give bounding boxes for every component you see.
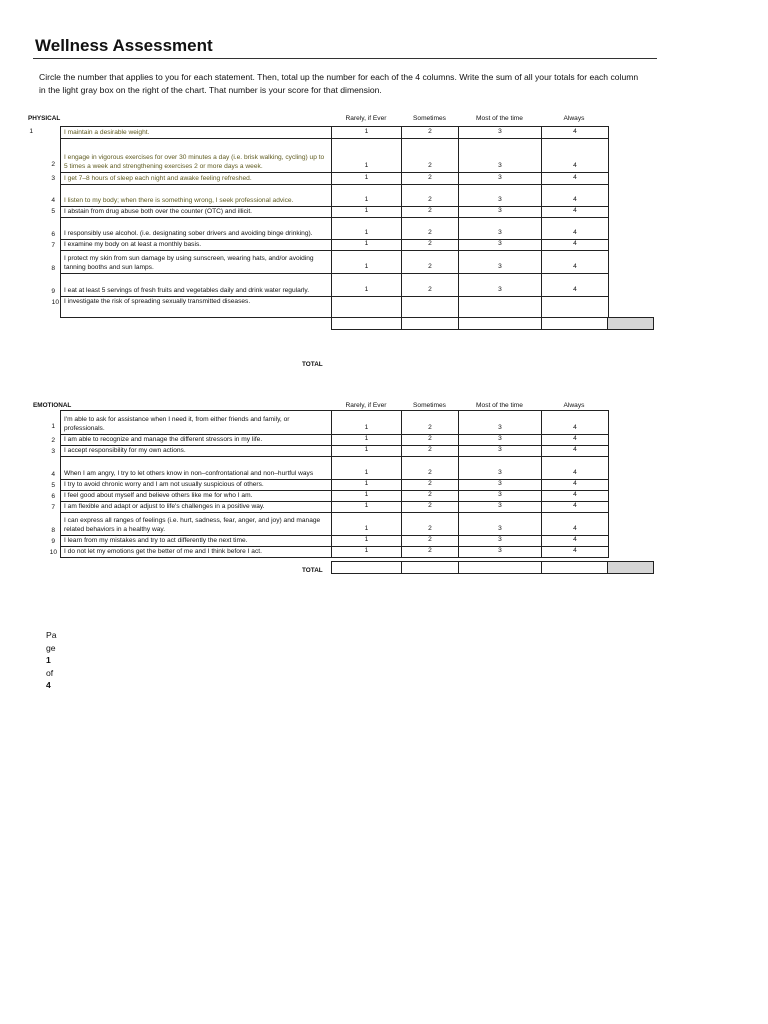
statement-cell: When I am angry, I try to let others know in non–confrontational and non–hurtful ways xyxy=(61,457,332,480)
statement-cell: I examine my body on at least a monthly basis. xyxy=(61,240,332,251)
table-row xyxy=(61,185,609,207)
score-option-most[interactable]: 3 xyxy=(459,127,542,139)
physical-row-number: 8 xyxy=(51,265,55,272)
emotional-col-header-most: Most of the time xyxy=(476,402,523,409)
score-option-always[interactable]: 4 xyxy=(542,446,609,457)
table-row xyxy=(61,502,609,513)
score-option-sometimes[interactable]: 2 xyxy=(402,185,459,207)
statement-cell: I do not let my emotions get the better of me and I think before I act. xyxy=(61,547,332,558)
physical-score-box[interactable] xyxy=(608,318,654,330)
page-number xyxy=(46,629,62,692)
score-option-always[interactable]: 4 xyxy=(542,536,609,547)
score-option-always[interactable]: 4 xyxy=(542,411,609,435)
score-option-sometimes[interactable]: 2 xyxy=(402,502,459,513)
table-row xyxy=(61,480,609,491)
statement-cell: I am able to recognize and manage the different stressors in my life. xyxy=(61,435,332,446)
score-option-most[interactable]: 3 xyxy=(459,274,542,297)
score-option-rarely[interactable]: 1 xyxy=(332,435,402,446)
page-label-part-2: ge xyxy=(46,642,56,653)
physical-row-number: 3 xyxy=(51,175,55,182)
score-option-sometimes[interactable]: 2 xyxy=(402,513,459,536)
page-of-label: of xyxy=(46,667,54,678)
score-option-rarely[interactable] xyxy=(332,297,402,318)
score-option-most[interactable]: 3 xyxy=(459,513,542,536)
score-option-most[interactable]: 3 xyxy=(459,536,542,547)
total-most-field[interactable] xyxy=(459,562,542,574)
emotional-row-number: 5 xyxy=(51,482,55,489)
table-row xyxy=(61,139,609,173)
statement-cell: I am flexible and adapt or adjust to life's challenges in a positive way. xyxy=(61,502,332,513)
emotional-row-number: 6 xyxy=(51,493,55,500)
score-option-always[interactable]: 4 xyxy=(542,491,609,502)
statement-cell: I protect my skin from sun damage by using sunscreen, wearing hats, and/or avoiding tanning booths and sun lamps. xyxy=(61,251,332,274)
table-row xyxy=(61,297,609,318)
statement-cell: I'm able to ask for assistance when I need it, from either friends and family, or professionals. xyxy=(61,411,332,435)
score-option-most[interactable]: 3 xyxy=(459,207,542,218)
score-option-sometimes[interactable]: 2 xyxy=(402,127,459,139)
score-option-sometimes[interactable]: 2 xyxy=(402,435,459,446)
page-label-part-1: Pa xyxy=(46,630,57,640)
score-option-always[interactable]: 4 xyxy=(542,173,609,185)
physical-col-header-always: Always xyxy=(563,115,585,122)
score-option-always[interactable]: 4 xyxy=(542,218,609,240)
table-row xyxy=(61,251,609,274)
score-option-always[interactable]: 4 xyxy=(542,513,609,536)
score-option-sometimes[interactable]: 2 xyxy=(402,547,459,558)
table-row xyxy=(61,274,609,297)
emotional-total-label: TOTAL xyxy=(302,567,323,574)
physical-section-label: PHYSICAL xyxy=(28,115,61,122)
statement-cell: I accept responsibility for my own actions. xyxy=(61,446,332,457)
table-row xyxy=(61,240,609,251)
score-option-sometimes[interactable]: 2 xyxy=(402,411,459,435)
score-option-sometimes[interactable]: 2 xyxy=(402,480,459,491)
table-row xyxy=(61,207,609,218)
physical-row-number: 5 xyxy=(51,208,55,215)
statement-cell: I abstain from drug abuse both over the counter (OTC) and illicit. xyxy=(61,207,332,218)
score-option-sometimes[interactable]: 2 xyxy=(402,491,459,502)
score-option-sometimes[interactable]: 2 xyxy=(402,251,459,274)
score-option-most[interactable]: 3 xyxy=(459,185,542,207)
current-page-number: 1 xyxy=(46,655,51,666)
statement-cell: I get 7–8 hours of sleep each night and awake feeling refreshed. xyxy=(61,173,332,185)
score-option-rarely[interactable]: 1 xyxy=(332,457,402,480)
emotional-score-box[interactable] xyxy=(608,562,654,574)
score-option-sometimes[interactable]: 2 xyxy=(402,536,459,547)
score-option-most[interactable]: 3 xyxy=(459,139,542,173)
physical-row-number: 2 xyxy=(51,161,55,168)
table-row xyxy=(61,491,609,502)
table-row xyxy=(61,435,609,446)
document-title: Wellness Assessment xyxy=(35,36,213,55)
score-option-rarely[interactable]: 1 xyxy=(332,274,402,297)
physical-total-label: TOTAL xyxy=(302,361,323,368)
score-option-always[interactable]: 4 xyxy=(542,547,609,558)
total-always-field[interactable] xyxy=(542,562,608,574)
statement-cell: I eat at least 5 servings of fresh fruits and vegetables daily and drink water regularly. xyxy=(61,274,332,297)
score-option-always[interactable] xyxy=(542,297,609,318)
table-row xyxy=(61,457,609,480)
score-option-rarely[interactable]: 1 xyxy=(332,139,402,173)
score-option-always[interactable]: 4 xyxy=(542,207,609,218)
score-option-rarely[interactable]: 1 xyxy=(332,446,402,457)
table-row xyxy=(61,411,609,435)
table-row xyxy=(61,218,609,240)
emotional-row-number: 1 xyxy=(51,423,55,430)
score-option-rarely[interactable]: 1 xyxy=(332,513,402,536)
table-row xyxy=(61,127,609,139)
statement-cell: I learn from my mistakes and try to act differently the next time. xyxy=(61,536,332,547)
table-row xyxy=(61,173,609,185)
score-option-always[interactable]: 4 xyxy=(542,274,609,297)
physical-row-number: 7 xyxy=(51,242,55,249)
score-option-sometimes[interactable]: 2 xyxy=(402,457,459,480)
score-option-rarely[interactable]: 1 xyxy=(332,251,402,274)
score-option-rarely[interactable]: 1 xyxy=(332,218,402,240)
emotional-col-header-always: Always xyxy=(563,402,585,409)
score-option-rarely[interactable]: 1 xyxy=(332,240,402,251)
physical-row-number: 4 xyxy=(51,197,55,204)
emotional-row-number: 8 xyxy=(51,527,55,534)
title-divider xyxy=(33,58,657,59)
statement-cell: I try to avoid chronic worry and I am not usually suspicious of others. xyxy=(61,480,332,491)
score-option-rarely[interactable]: 1 xyxy=(332,536,402,547)
statement-cell: I investigate the risk of spreading sexually transmitted diseases. xyxy=(61,297,332,318)
physical-col-header-sometimes: Sometimes xyxy=(413,115,446,122)
score-option-most[interactable]: 3 xyxy=(459,547,542,558)
score-option-most[interactable]: 3 xyxy=(459,446,542,457)
instructions-text: Circle the number that applies to you for each statement. Then, total up the number for each of the 4 columns. Write the sum of all your totals for each column in the light gray box on the right of the chart. That number is your score for that dimension. xyxy=(39,72,639,95)
score-option-always[interactable]: 4 xyxy=(542,435,609,446)
score-option-most[interactable]: 3 xyxy=(459,435,542,446)
table-row xyxy=(61,446,609,457)
physical-assessment-table xyxy=(60,126,609,318)
score-option-rarely[interactable]: 1 xyxy=(332,480,402,491)
emotional-col-header-sometimes: Sometimes xyxy=(413,402,446,409)
statement-cell: I engage in vigorous exercises for over 30 minutes a day (i.e. brisk walking, cycling) up to 5 times a week and strengthening exercises 2 or more days a week. xyxy=(61,139,332,173)
emotional-assessment-table xyxy=(60,410,609,558)
score-option-most[interactable]: 3 xyxy=(459,411,542,435)
score-option-rarely[interactable]: 1 xyxy=(332,207,402,218)
emotional-row-number: 7 xyxy=(51,504,55,511)
emotional-row-number: 10 xyxy=(49,549,57,556)
score-option-most[interactable]: 3 xyxy=(459,457,542,480)
score-option-rarely[interactable]: 1 xyxy=(332,491,402,502)
statement-cell: I listen to my body; when there is something wrong, I seek professional advice. xyxy=(61,185,332,207)
score-option-most[interactable]: 3 xyxy=(459,251,542,274)
emotional-col-header-rarely: Rarely, if Ever xyxy=(345,402,387,409)
score-option-most[interactable]: 3 xyxy=(459,491,542,502)
table-row xyxy=(61,513,609,536)
physical-total-row xyxy=(331,317,654,330)
total-rarely-field[interactable] xyxy=(332,318,402,330)
score-option-always[interactable]: 4 xyxy=(542,480,609,491)
score-option-sometimes[interactable]: 2 xyxy=(402,446,459,457)
emotional-row-number: 9 xyxy=(51,538,55,545)
statement-cell: I maintain a desirable weight. xyxy=(61,127,332,139)
physical-col-header-rarely: Rarely, if Ever xyxy=(345,115,387,122)
total-sometimes-field[interactable] xyxy=(402,318,459,330)
total-rarely-field[interactable] xyxy=(332,562,402,574)
table-row xyxy=(61,536,609,547)
score-option-rarely[interactable]: 1 xyxy=(332,547,402,558)
score-option-most[interactable]: 3 xyxy=(459,173,542,185)
table-row xyxy=(61,547,609,558)
emotional-row-number: 3 xyxy=(51,448,55,455)
score-option-always[interactable]: 4 xyxy=(542,127,609,139)
score-option-always[interactable]: 4 xyxy=(542,502,609,513)
score-option-always[interactable]: 4 xyxy=(542,251,609,274)
total-sometimes-field[interactable] xyxy=(402,562,459,574)
total-pages-number: 4 xyxy=(46,680,51,691)
score-option-always[interactable]: 4 xyxy=(542,457,609,480)
score-option-sometimes[interactable]: 2 xyxy=(402,207,459,218)
score-option-sometimes[interactable]: 2 xyxy=(402,240,459,251)
score-option-most[interactable]: 3 xyxy=(459,240,542,251)
physical-row-number: 1 xyxy=(29,128,33,135)
physical-col-header-most: Most of the time xyxy=(476,115,523,122)
physical-row-number: 9 xyxy=(51,288,55,295)
total-always-field[interactable] xyxy=(542,318,608,330)
score-option-most[interactable]: 3 xyxy=(459,218,542,240)
physical-row-number: 10 xyxy=(51,299,59,306)
score-option-sometimes[interactable]: 2 xyxy=(402,139,459,173)
emotional-section-label: EMOTIONAL xyxy=(33,402,72,409)
score-option-sometimes[interactable]: 2 xyxy=(402,218,459,240)
score-option-most[interactable] xyxy=(459,297,542,318)
score-option-rarely[interactable]: 1 xyxy=(332,173,402,185)
total-most-field[interactable] xyxy=(459,318,542,330)
score-option-always[interactable]: 4 xyxy=(542,139,609,173)
emotional-total-row xyxy=(331,561,654,574)
statement-cell: I can express all ranges of feelings (i.e. hurt, sadness, fear, anger, and joy) and manage related behaviors in a healthy way. xyxy=(61,513,332,536)
score-option-sometimes[interactable]: 2 xyxy=(402,173,459,185)
score-option-sometimes[interactable]: 2 xyxy=(402,274,459,297)
score-option-always[interactable]: 4 xyxy=(542,240,609,251)
score-option-rarely[interactable]: 1 xyxy=(332,185,402,207)
statement-cell: I responsibly use alcohol. (i.e. designating sober drivers and avoiding binge drinking). xyxy=(61,218,332,240)
emotional-row-number: 2 xyxy=(51,437,55,444)
emotional-row-number: 4 xyxy=(51,471,55,478)
score-option-rarely[interactable]: 1 xyxy=(332,502,402,513)
score-option-most[interactable]: 3 xyxy=(459,502,542,513)
score-option-rarely[interactable]: 1 xyxy=(332,127,402,139)
score-option-always[interactable]: 4 xyxy=(542,185,609,207)
score-option-rarely[interactable]: 1 xyxy=(332,411,402,435)
score-option-most[interactable]: 3 xyxy=(459,480,542,491)
physical-row-number: 6 xyxy=(51,231,55,238)
statement-cell: I feel good about myself and believe others like me for who I am. xyxy=(61,491,332,502)
score-option-sometimes[interactable] xyxy=(402,297,459,318)
